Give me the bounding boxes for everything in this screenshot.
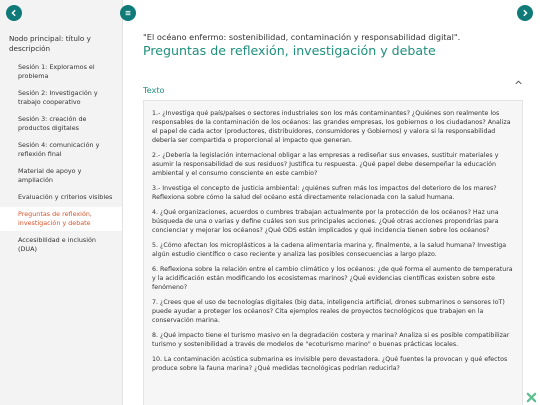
question-paragraph: 5. ¿Cómo afectan los microplásticos a la cadena alimentaria marina y, finalmente, a la salud humana? Investiga algún estudio científico o caso reciente y analiza las posibles consecuencias a largo plazo. [152,242,507,258]
sidebar-list [0,60,122,257]
question-paragraph: 7. ¿Crees que el uso de tecnologías digitales (big data, inteligencia artificial, drones submarinos o sensores IoT) puede ayudar a proteger los océanos? Cita ejemplos reales de proyectos tecnológicos que trabajen en la conservación marina. [152,299,505,324]
chevron-left-icon [10,9,18,17]
chevron-up-icon [514,78,523,87]
page-title: Preguntas de reflexión, investigación y debate [143,43,436,58]
question-paragraph: 8. ¿Qué impacto tiene el turismo masivo en la degradación costera y marina? Analiza si es posible compatibilizar turismo y sostenibilidad a través de modelos de "ecoturismo marino" o buenas prácticas locales. [152,332,510,348]
sidebar-item-sesion-1[interactable]: Sesión 1: Exploramos el problema [18,63,95,80]
sidebar-item-preguntas[interactable]: Preguntas de reflexión, investigación y debate [0,207,122,231]
sidebar-item-sesion-4[interactable]: Sesión 4: comunicación y reflexión final [18,141,100,158]
page-subtitle: "El océano enfermo: sostenibilidad, contaminación y responsabilidad digital". [143,32,461,42]
sidebar-item-sesion-3[interactable]: Sesión 3: creación de productos digitales [18,115,87,132]
prev-page-button[interactable] [6,5,22,21]
question-paragraph: 1.- ¿Investiga qué país/países o sectores industriales son los más contaminantes? ¿Quiénes son realmente los responsables de la contaminación de los océanos: las grandes empresas, los gobiernos o los ciudadanos? Analiza el papel de cada actor (productores, distribuidores, consumidores y Gobiernos) y valora si la responsabilidad debería ser compartida o proporcional al impacto que generan. [152,110,511,144]
question-paragraph: 2.- ¿Debería la legislación internacional obligar a las empresas a rediseñar sus envases, sustituir materiales y asumir la responsabilidad de sus residuos? Justifica tu respuesta. ¿Qué papel debe desempeñar la educación ambiental y el consumo consciente en este cambio? [152,152,499,177]
sidebar-item-evaluacion[interactable]: Evaluación y criterios visibles [18,193,113,201]
sidebar-item-material[interactable]: Material de apoyo y ampliación [18,167,82,184]
question-paragraph: 6. Reflexiona sobre la relación entre el cambio climático y los océanos: ¿de qué forma el aumento de temperatura y la acidificación están modificando los ecosistemas marinos? ¿Qué evidencias científicas existen sobre este fenómeno? [152,266,513,291]
main-content [124,0,540,405]
sidebar-item-accesibilidad[interactable]: Accesibilidad e inclusión (DUA) [18,236,96,253]
section-label: Texto [143,85,165,95]
question-paragraph: 10. La contaminación acústica submarina es invisible pero devastadora. ¿Qué fuentes la provocan y qué efectos produce sobre la fauna marina? ¿Qué medidas tecnológicas podrían reducirla? [152,356,508,372]
question-paragraph: 4. ¿Qué organizaciones, acuerdos o cumbres trabajan actualmente por la protección de los océanos? Haz una búsqueda de una o varias y define cuáles son sus principales acciones. ¿Qué otras acciones propondrías para concienciar y mejorar los océanos? ¿Qué ODS están implicados y qué incidencia tienen sobre los océanos? [152,209,499,234]
close-x-icon[interactable] [526,392,537,403]
sidebar-item-sesion-2[interactable]: Sesión 2: Investigación y trabajo cooperativo [18,89,98,106]
section-toggle[interactable] [143,78,523,95]
sidebar-root-item[interactable]: Nodo principal: título y descripción [9,34,91,53]
question-paragraph: 3.- Investiga el concepto de justicia ambiental: ¿quiénes sufren más los impactos del deterioro de los mares? Reflexiona sobre cómo la salud del océano está directamente relacionada con la salud humana. [152,185,497,201]
sidebar-nav [0,0,123,405]
questions-text-box [143,100,523,405]
